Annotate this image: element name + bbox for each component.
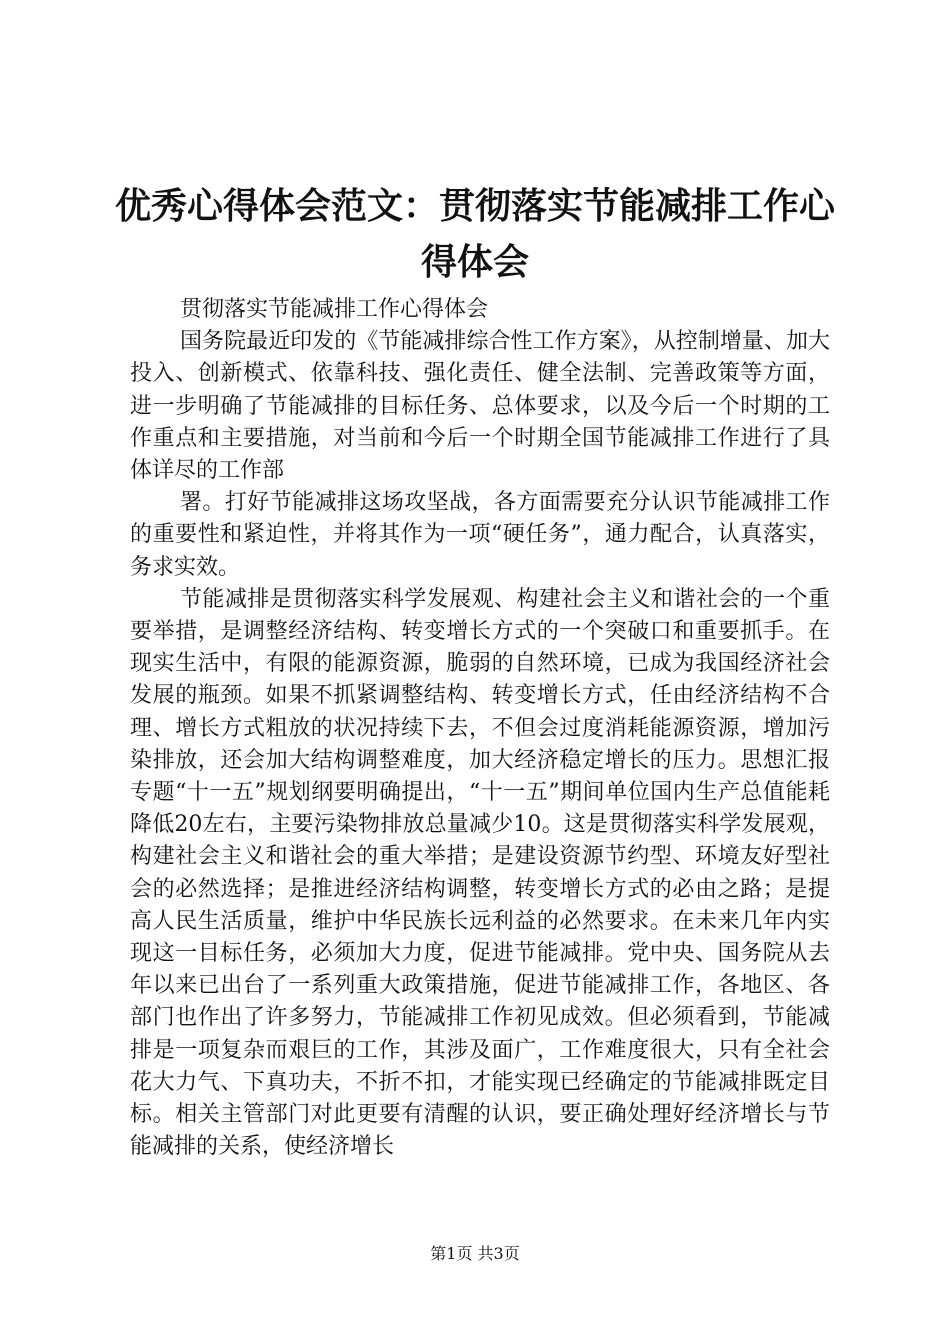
document-title: 优秀心得体会范文：贯彻落实节能减排工作心得体会 — [114, 185, 835, 283]
paragraph-3: 节能减排是贯彻落实科学发展观、构建社会主义和谐社会的一个重要举措，是调整经济结构、转变增长方式的一个突破口和重要抓手。在现实生活中，有限的能源资源，脆弱的自然环境，已成为我国经济社会发展的瓶颈。如果不抓紧调整结构、转变增长方式，任由经济结构不合理、增长方式粗放的状况持续下去，不但会过度消耗能源资源，增加污染排放，还会加大结构调整难度，加大经济稳定增长的压力。思想汇报专题“十一五”规划纲要明确提出，“十一五”期间单位国内生产总值能耗降低20左右，主要污染物排放总量减少10。这是贯彻落实科学发展观，构建社会主义和谐社会的重大举措；是建设资源节约型、环境友好型社会的必然选择；是推进经济结构调整，转变增长方式的必由之路；是提高人民生活质量，维护中华民族长远利益的必然要求。在未来几年内实现这一目标任务，必须加大力度，促进节能减排。党中央、国务院从去年以来已出台了一系列重大政策措施，促进节能减排工作，各地区、各部门也作出了许多努力，节能减排工作初见成效。但必须看到，节能减排是一项复杂而艰巨的工作，其涉及面广，工作难度很大，只有全社会花大力气、下真功夫，不折不扣，才能实现已经确定的节能减排既定目标。相关主管部门对此更要有清醒的认识，要正确处理好经济增长与节能减排的关系，使经济增长 — [130, 586, 830, 1160]
document-body — [130, 294, 830, 1163]
paragraph-subtitle: 贯彻落实节能减排工作心得体会 — [180, 297, 489, 322]
paragraph-1: 国务院最近印发的《节能减排综合性工作方案》，从控制增量、加大投入、创新模式、依靠科技、强化责任、健全法制、完善政策等方面，进一步明确了节能减排的目标任务、总体要求，以及今后一个时期的工作重点和主要措施，对当前和今后一个时期全国节能减排工作进行了具体详尽的工作部 — [130, 329, 830, 484]
paragraph-2: 署。打好节能减排这场攻坚战，各方面需要充分认识节能减排工作的重要性和紧迫性，并将其作为一项“硬任务”，通力配合，认真落实，务求实效。 — [130, 490, 830, 580]
page-footer: 第1页 共3页 — [430, 1244, 520, 1263]
